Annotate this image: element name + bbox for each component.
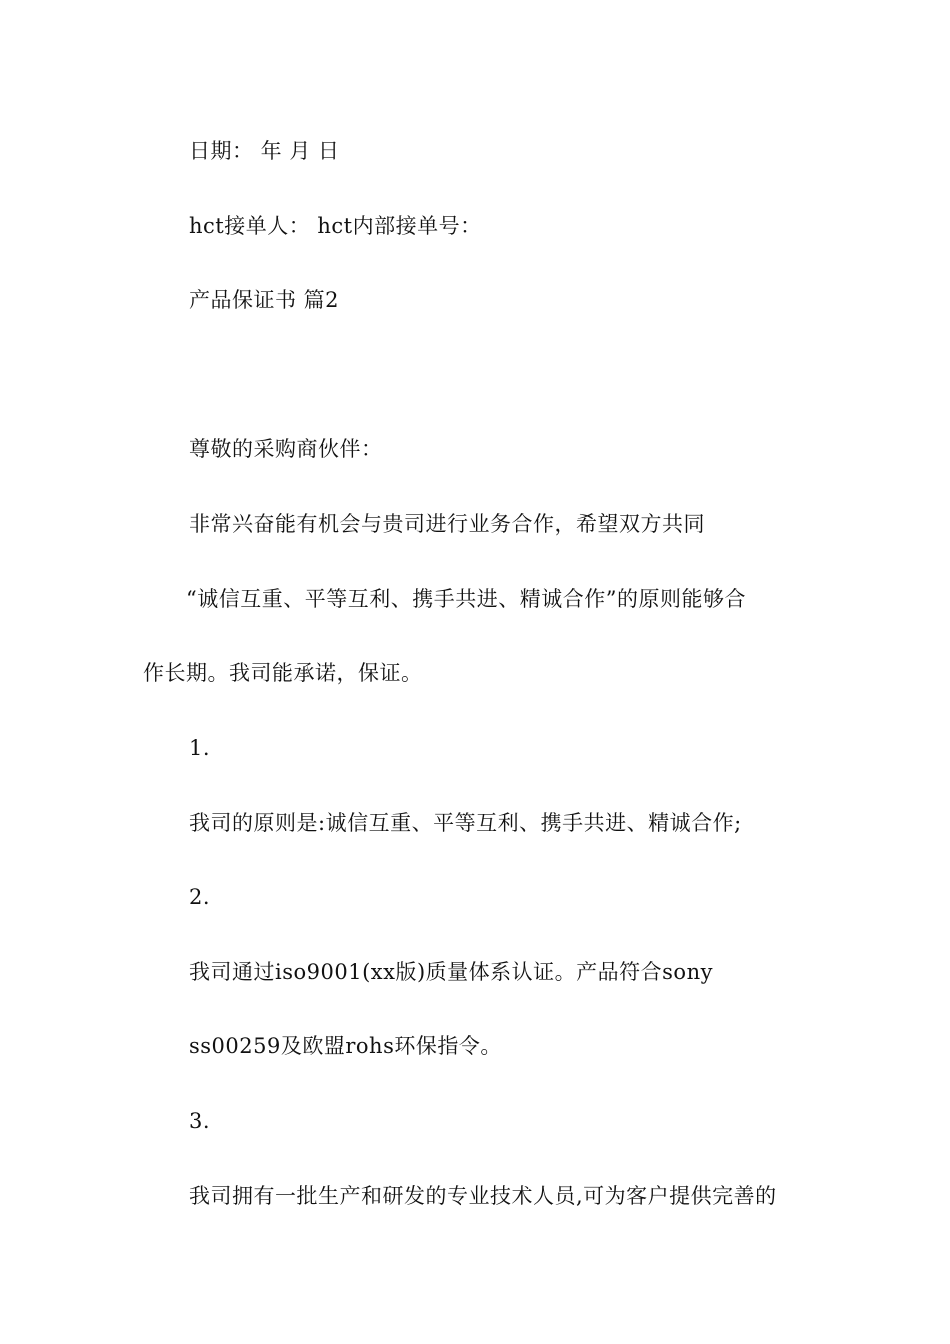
paragraph-line: 作长期。我司能承诺，保证。: [143, 661, 423, 685]
date-line: 日期： 年 月 日: [189, 139, 340, 163]
list-item-text: 我司拥有一批生产和研发的专业技术人员,可为客户提供完善的: [189, 1184, 777, 1208]
list-number: 1.: [189, 736, 211, 760]
salutation: 尊敬的采购商伙伴：: [189, 437, 383, 461]
paragraph-line: 非常兴奋能有机会与贵司进行业务合作，希望双方共同: [189, 512, 705, 536]
list-item-text: ss00259及欧盟rohs环保指令。: [189, 1034, 502, 1058]
section-heading: 产品保证书 篇2: [189, 288, 340, 312]
list-number: 2.: [189, 885, 211, 909]
list-item-text: 我司通过iso9001(xx版)质量体系认证。产品符合sony: [189, 960, 713, 984]
list-number: 3.: [189, 1109, 211, 1133]
list-item-text: 我司的原则是:诚信互重、平等互利、携手共进、精诚合作;: [189, 811, 742, 835]
paragraph-line: “诚信互重、平等互利、携手共进、精诚合作”的原则能够合: [186, 587, 746, 611]
order-receiver-line: hct接单人： hct内部接单号：: [189, 214, 482, 238]
